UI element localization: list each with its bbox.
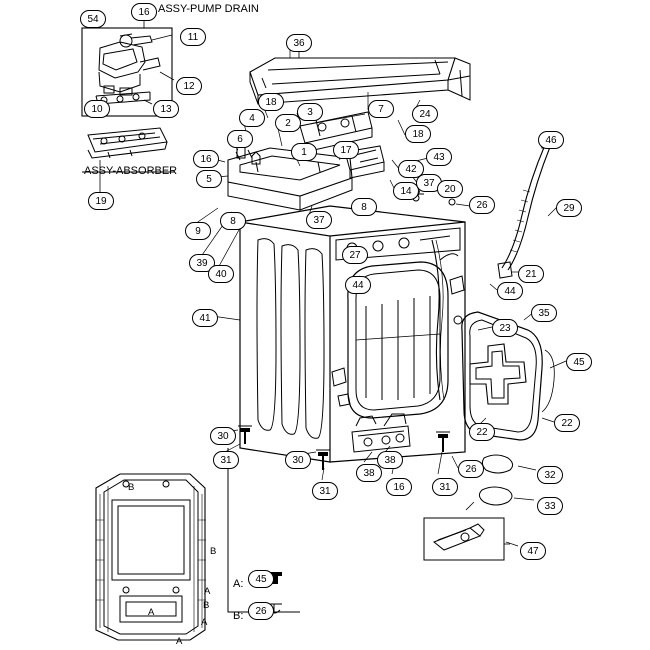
callout-1: 1 [291, 143, 317, 161]
panel-marker-a: A [148, 607, 155, 618]
callout-19: 19 [88, 192, 114, 210]
callout-8: 8 [351, 198, 377, 216]
callout-41: 41 [192, 309, 218, 327]
callout-2: 2 [275, 114, 301, 132]
callout-45: 45 [566, 353, 592, 371]
callout-22: 22 [554, 414, 580, 432]
callout-12: 12 [176, 77, 202, 95]
callout-47: 47 [520, 542, 546, 560]
callout-5: 5 [196, 170, 222, 188]
panel-marker-b: B [128, 482, 135, 493]
callout-43: 43 [426, 148, 452, 166]
callout-36: 36 [286, 34, 312, 52]
panel-marker-a: A [201, 617, 208, 628]
callout-23: 23 [492, 319, 518, 337]
callout-35: 35 [531, 304, 557, 322]
callout-42: 42 [398, 160, 424, 178]
callout-39: 39 [189, 254, 215, 272]
callout-46: 46 [538, 131, 564, 149]
callout-7: 7 [368, 100, 394, 118]
callout-37: 37 [306, 211, 332, 229]
legend-row-a-label: A: [233, 578, 244, 590]
legend-row-b-callout: 26 [248, 602, 274, 620]
callout-40: 40 [208, 265, 234, 283]
callout-16: 16 [193, 150, 219, 168]
panel-marker-b: B [210, 546, 217, 557]
callout-31: 31 [432, 478, 458, 496]
callout-33: 33 [537, 497, 563, 515]
callout-22: 22 [469, 423, 495, 441]
diagram-subtitle: ASSY-ABSORBER [84, 165, 178, 177]
callout-30: 30 [210, 427, 236, 445]
callout-8: 8 [220, 212, 246, 230]
callout-16: 16 [386, 478, 412, 496]
callout-44: 44 [497, 282, 523, 300]
callout-6: 6 [227, 130, 253, 148]
callout-44: 44 [345, 276, 371, 294]
callout-4: 4 [239, 109, 265, 127]
callout-20: 20 [437, 180, 463, 198]
callout-18: 18 [405, 125, 431, 143]
legend-row-a-callout: 45 [248, 570, 274, 588]
callout-16: 16 [131, 3, 157, 21]
callout-26: 26 [458, 460, 484, 478]
legend-row-b-label: B: [233, 610, 244, 622]
callout-21: 21 [518, 265, 544, 283]
panel-marker-b: B [203, 600, 210, 611]
callout-14: 14 [393, 182, 419, 200]
callout-38: 38 [356, 464, 382, 482]
callout-10: 10 [84, 100, 110, 118]
callout-18: 18 [258, 93, 284, 111]
callout-11: 11 [180, 28, 206, 46]
callout-29: 29 [556, 199, 582, 217]
callout-32: 32 [537, 466, 563, 484]
callout-26: 26 [469, 196, 495, 214]
callout-31: 31 [213, 451, 239, 469]
callout-38: 38 [377, 451, 403, 469]
callout-31: 31 [312, 482, 338, 500]
callout-27: 27 [342, 246, 368, 264]
panel-marker-a: A [204, 586, 211, 597]
callout-3: 3 [297, 103, 323, 121]
diagram-title: ASSY-PUMP DRAIN [158, 3, 259, 15]
callout-37: 37 [416, 174, 442, 192]
callout-24: 24 [412, 105, 438, 123]
callout-9: 9 [185, 222, 211, 240]
panel-marker-a: A [176, 636, 183, 647]
callout-13: 13 [153, 100, 179, 118]
callout-17: 17 [333, 141, 359, 159]
callout-30: 30 [285, 451, 311, 469]
callout-54: 54 [80, 10, 106, 28]
